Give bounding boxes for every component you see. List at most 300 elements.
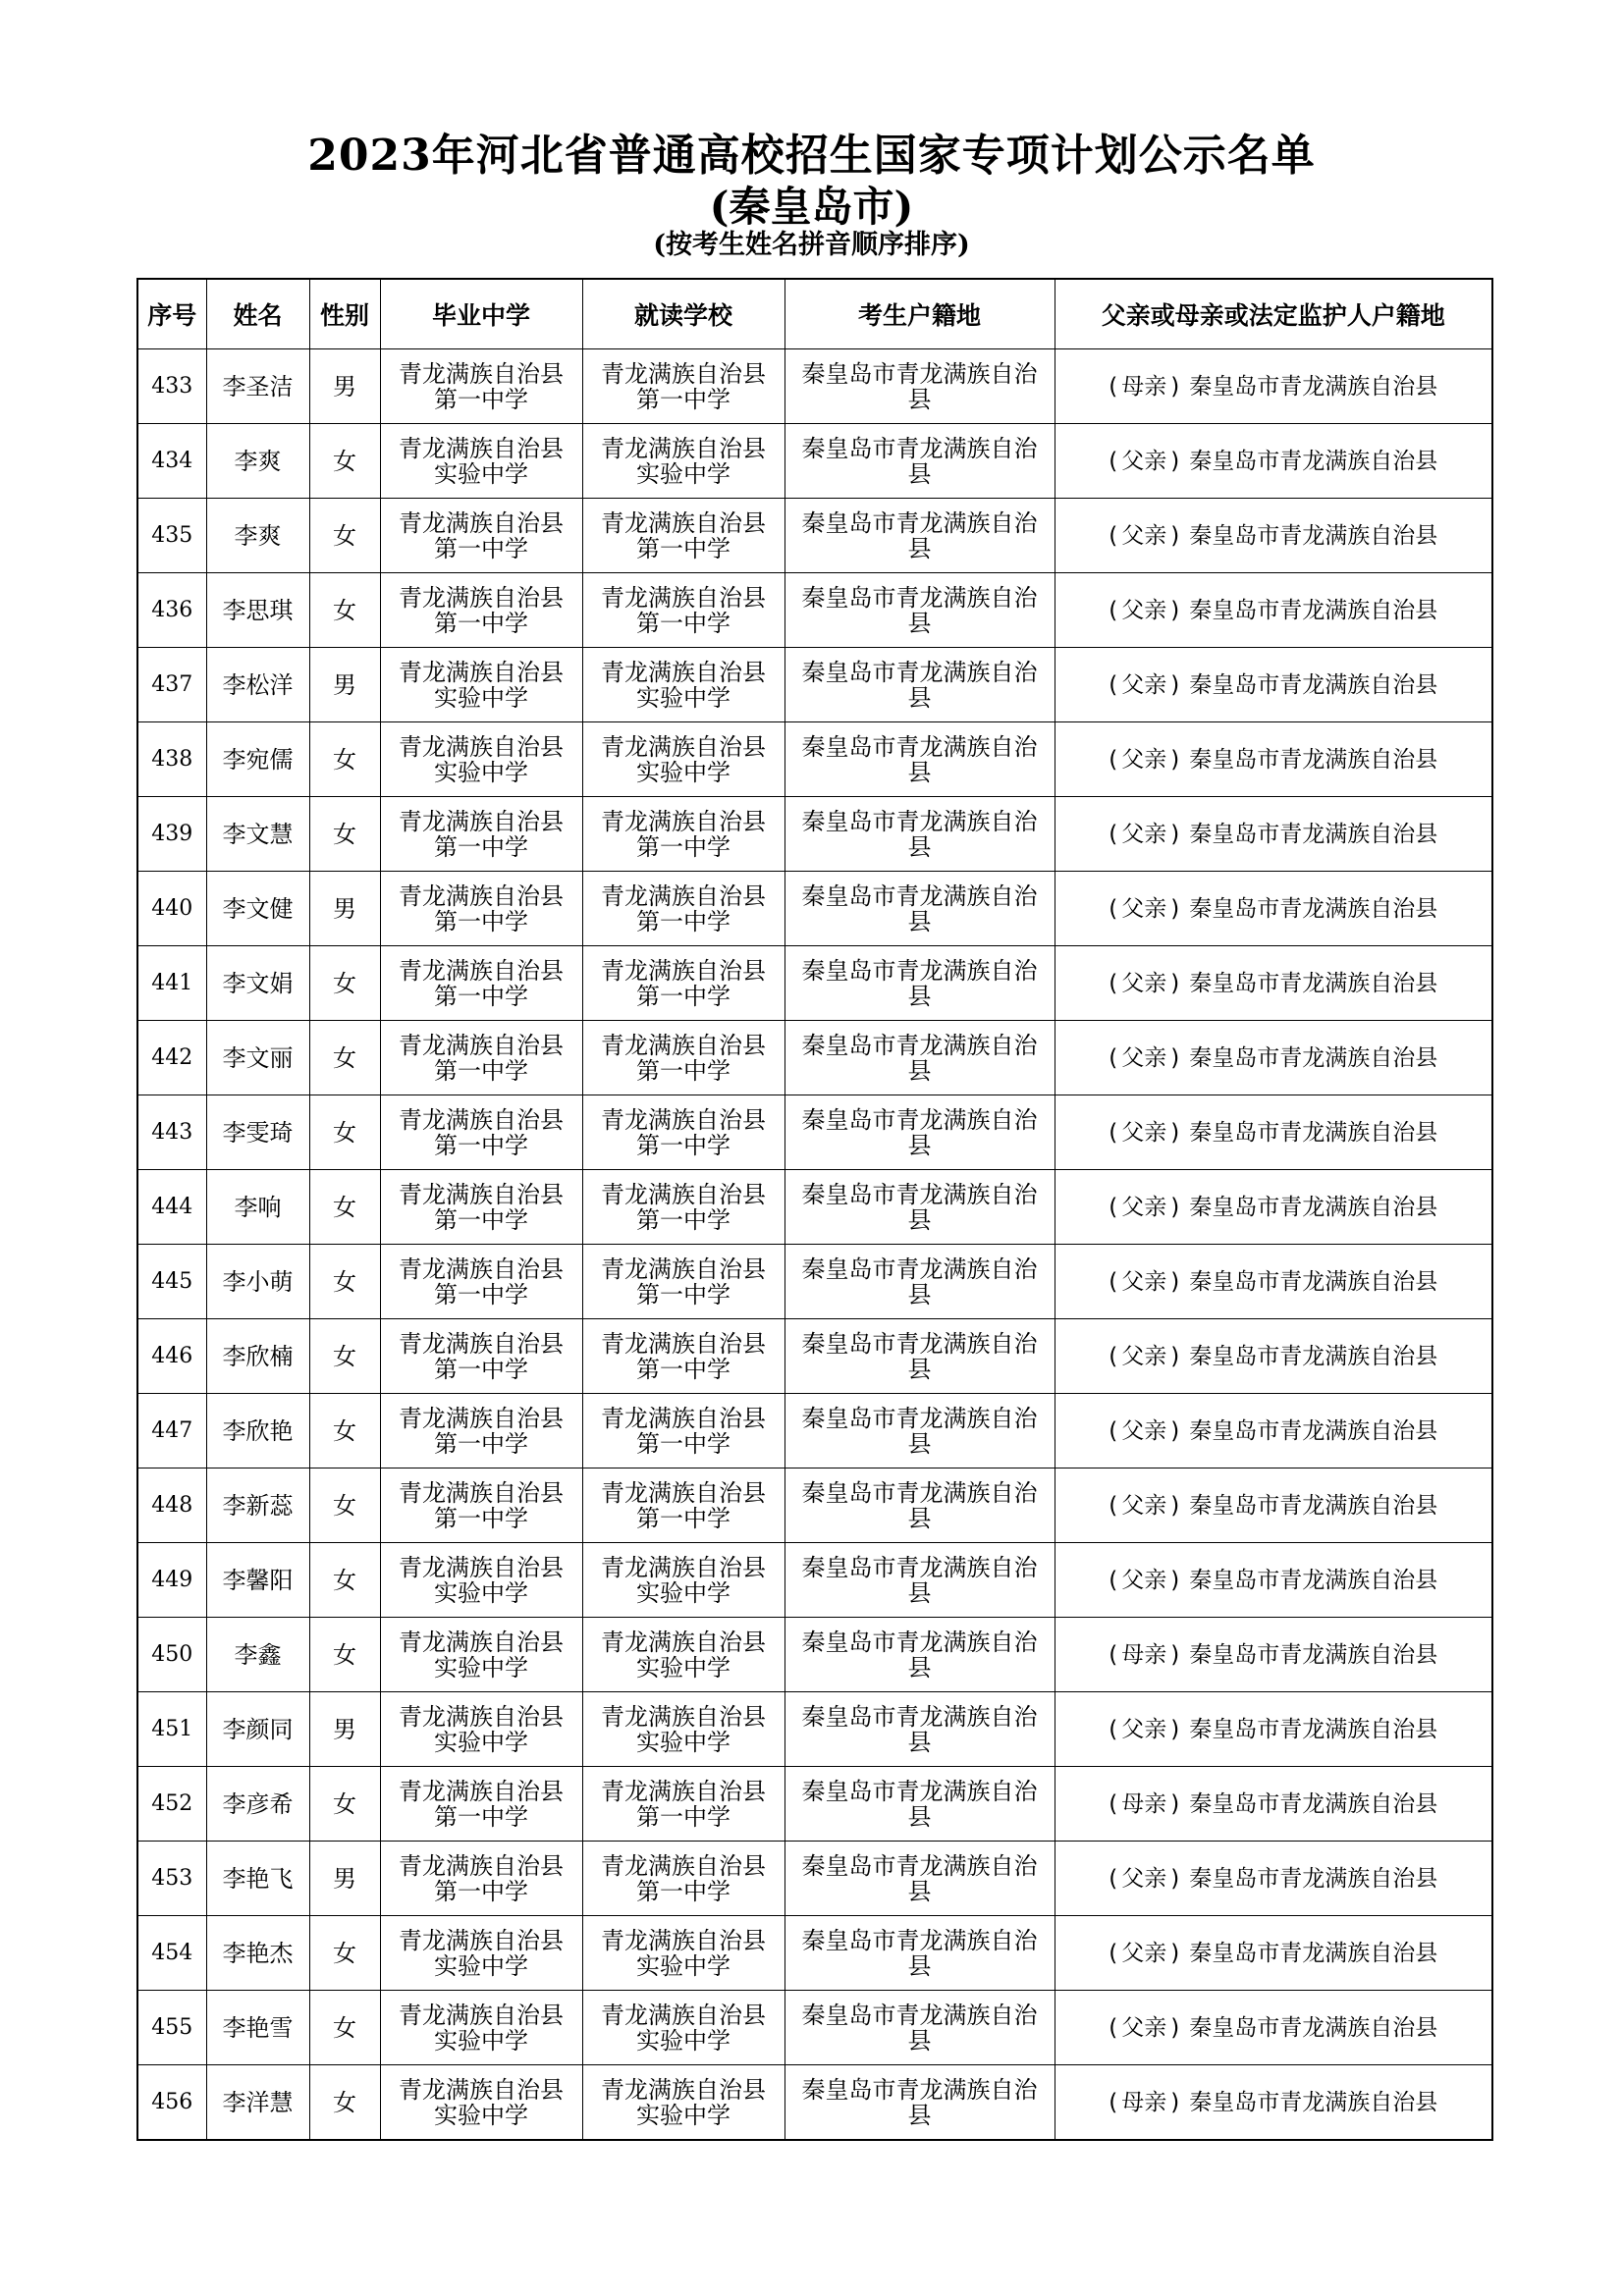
table-row bbox=[137, 1842, 1492, 1916]
serial-number-cell: 438 bbox=[137, 722, 206, 797]
paren-open: ( bbox=[1109, 1268, 1118, 1295]
table-row bbox=[137, 349, 1492, 424]
paren-open: ( bbox=[1109, 597, 1118, 623]
parent-hukou-cell bbox=[1055, 872, 1492, 946]
parent-relation: 父亲 bbox=[1121, 671, 1167, 698]
current-school-cell: 青龙满族自治县第一中学 bbox=[582, 1319, 784, 1394]
gender-cell: 女 bbox=[309, 1095, 380, 1170]
table-row bbox=[137, 1618, 1492, 1692]
gender-cell: 女 bbox=[309, 1319, 380, 1394]
gender-cell: 女 bbox=[309, 1991, 380, 2065]
page-title: 2023年河北省普通高校招生国家专项计划公示名单 bbox=[307, 131, 1316, 181]
grad-school-cell: 青龙满族自治县第一中学 bbox=[380, 1021, 582, 1095]
grad-school-cell: 青龙满族自治县第一中学 bbox=[380, 1767, 582, 1842]
paren-open: ( bbox=[1109, 671, 1118, 698]
name-cell: 李艳雪 bbox=[206, 1991, 309, 2065]
parent-hukou-cell bbox=[1055, 797, 1492, 872]
table-header-row bbox=[137, 279, 1492, 349]
serial-number-cell: 451 bbox=[137, 1692, 206, 1767]
parent-relation: 父亲 bbox=[1121, 1567, 1167, 1593]
current-school-cell: 青龙满族自治县第一中学 bbox=[582, 499, 784, 573]
parent-relation: 母亲 bbox=[1121, 1790, 1167, 1817]
parent-hukou-cell bbox=[1055, 1095, 1492, 1170]
current-school-cell: 青龙满族自治县第一中学 bbox=[582, 349, 784, 424]
parent-hukou-value: 秦皇岛市青龙满族自治县 bbox=[1189, 1567, 1438, 1593]
candidate-table bbox=[136, 278, 1493, 2141]
parent-hukou-value: 秦皇岛市青龙满族自治县 bbox=[1189, 1343, 1438, 1369]
grad-school-cell: 青龙满族自治县第一中学 bbox=[380, 1842, 582, 1916]
current-school-cell: 青龙满族自治县第一中学 bbox=[582, 1021, 784, 1095]
parent-hukou-cell bbox=[1055, 1916, 1492, 1991]
col-header-parent-hukou: 父亲或母亲或法定监护人户籍地 bbox=[1055, 279, 1492, 349]
parent-relation: 父亲 bbox=[1121, 1940, 1167, 1966]
grad-school-cell: 青龙满族自治县第一中学 bbox=[380, 1245, 582, 1319]
hukou-cell: 秦皇岛市青龙满族自治县 bbox=[784, 1170, 1055, 1245]
grad-school-cell: 青龙满族自治县第一中学 bbox=[380, 1170, 582, 1245]
parent-relation: 母亲 bbox=[1121, 373, 1167, 400]
table-row bbox=[137, 1021, 1492, 1095]
gender-cell: 男 bbox=[309, 349, 380, 424]
paren-open: ( bbox=[1109, 746, 1118, 773]
table-row bbox=[137, 648, 1492, 722]
name-cell: 李馨阳 bbox=[206, 1543, 309, 1618]
paren-open: ( bbox=[1109, 970, 1118, 996]
paren-close: ) bbox=[1170, 522, 1180, 549]
parent-hukou-cell bbox=[1055, 1767, 1492, 1842]
serial-number-cell: 443 bbox=[137, 1095, 206, 1170]
parent-hukou-value: 秦皇岛市青龙满族自治县 bbox=[1189, 597, 1438, 623]
table-row bbox=[137, 946, 1492, 1021]
parent-hukou-cell bbox=[1055, 1170, 1492, 1245]
name-cell: 李小萌 bbox=[206, 1245, 309, 1319]
paren-close: ) bbox=[1170, 448, 1180, 474]
parent-hukou-cell bbox=[1055, 1021, 1492, 1095]
current-school-cell: 青龙满族自治县实验中学 bbox=[582, 1692, 784, 1767]
serial-number-cell: 452 bbox=[137, 1767, 206, 1842]
name-cell: 李文慧 bbox=[206, 797, 309, 872]
parent-hukou-value: 秦皇岛市青龙满族自治县 bbox=[1189, 671, 1438, 698]
paren-open: ( bbox=[1109, 448, 1118, 474]
parent-relation: 父亲 bbox=[1121, 1492, 1167, 1519]
paren-close: ) bbox=[1170, 1194, 1180, 1220]
name-cell: 李欣楠 bbox=[206, 1319, 309, 1394]
gender-cell: 女 bbox=[309, 1543, 380, 1618]
table-row bbox=[137, 424, 1492, 499]
paren-close: ) bbox=[1170, 895, 1180, 922]
parent-hukou-value: 秦皇岛市青龙满族自治县 bbox=[1189, 1492, 1438, 1519]
parent-hukou-cell bbox=[1055, 349, 1492, 424]
grad-school-cell: 青龙满族自治县实验中学 bbox=[380, 2065, 582, 2141]
name-cell: 李响 bbox=[206, 1170, 309, 1245]
parent-hukou-cell bbox=[1055, 1842, 1492, 1916]
parent-relation: 父亲 bbox=[1121, 970, 1167, 996]
paren-open: ( bbox=[1109, 522, 1118, 549]
name-cell: 李文健 bbox=[206, 872, 309, 946]
paren-close: ) bbox=[1170, 1417, 1180, 1444]
paren-close: ) bbox=[1170, 373, 1180, 400]
table-row bbox=[137, 872, 1492, 946]
name-cell: 李松洋 bbox=[206, 648, 309, 722]
paren-open: ( bbox=[1109, 1343, 1118, 1369]
table-row bbox=[137, 1468, 1492, 1543]
name-cell: 李颜同 bbox=[206, 1692, 309, 1767]
current-school-cell: 青龙满族自治县第一中学 bbox=[582, 1842, 784, 1916]
parent-relation: 父亲 bbox=[1121, 1044, 1167, 1071]
grad-school-cell: 青龙满族自治县第一中学 bbox=[380, 797, 582, 872]
parent-hukou-cell bbox=[1055, 1245, 1492, 1319]
parent-hukou-value: 秦皇岛市青龙满族自治县 bbox=[1189, 746, 1438, 773]
table-row bbox=[137, 1767, 1492, 1842]
current-school-cell: 青龙满族自治县第一中学 bbox=[582, 1394, 784, 1468]
name-cell: 李新蕊 bbox=[206, 1468, 309, 1543]
grad-school-cell: 青龙满族自治县第一中学 bbox=[380, 1095, 582, 1170]
hukou-cell: 秦皇岛市青龙满族自治县 bbox=[784, 1245, 1055, 1319]
paren-open: ( bbox=[1109, 1044, 1118, 1071]
parent-relation: 母亲 bbox=[1121, 2089, 1167, 2115]
paren-open: ( bbox=[1109, 1417, 1118, 1444]
paren-open: ( bbox=[1109, 1865, 1118, 1892]
paren-close: ) bbox=[1170, 1716, 1180, 1742]
grad-school-cell: 青龙满族自治县实验中学 bbox=[380, 648, 582, 722]
parent-relation: 父亲 bbox=[1121, 895, 1167, 922]
current-school-cell: 青龙满族自治县实验中学 bbox=[582, 722, 784, 797]
col-header-grad-school: 毕业中学 bbox=[380, 279, 582, 349]
grad-school-cell: 青龙满族自治县第一中学 bbox=[380, 1319, 582, 1394]
paren-open: ( bbox=[1109, 821, 1118, 847]
serial-number-cell: 433 bbox=[137, 349, 206, 424]
hukou-cell: 秦皇岛市青龙满族自治县 bbox=[784, 1916, 1055, 1991]
gender-cell: 女 bbox=[309, 1468, 380, 1543]
gender-cell: 女 bbox=[309, 1767, 380, 1842]
table-row bbox=[137, 499, 1492, 573]
current-school-cell: 青龙满族自治县第一中学 bbox=[582, 573, 784, 648]
table-row bbox=[137, 1245, 1492, 1319]
gender-cell: 女 bbox=[309, 722, 380, 797]
serial-number-cell: 454 bbox=[137, 1916, 206, 1991]
hukou-cell: 秦皇岛市青龙满族自治县 bbox=[784, 1468, 1055, 1543]
paren-close: ) bbox=[1170, 1567, 1180, 1593]
serial-number-cell: 439 bbox=[137, 797, 206, 872]
hukou-cell: 秦皇岛市青龙满族自治县 bbox=[784, 1842, 1055, 1916]
serial-number-cell: 441 bbox=[137, 946, 206, 1021]
name-cell: 李雯琦 bbox=[206, 1095, 309, 1170]
parent-relation: 父亲 bbox=[1121, 1194, 1167, 1220]
name-cell: 李艳飞 bbox=[206, 1842, 309, 1916]
paren-close: ) bbox=[1170, 1940, 1180, 1966]
current-school-cell: 青龙满族自治县第一中学 bbox=[582, 872, 784, 946]
serial-number-cell: 442 bbox=[137, 1021, 206, 1095]
gender-cell: 男 bbox=[309, 1692, 380, 1767]
parent-hukou-value: 秦皇岛市青龙满族自治县 bbox=[1189, 1194, 1438, 1220]
paren-open: ( bbox=[1109, 1790, 1118, 1817]
parent-hukou-cell bbox=[1055, 1319, 1492, 1394]
serial-number-cell: 440 bbox=[137, 872, 206, 946]
table-row bbox=[137, 1991, 1492, 2065]
hukou-cell: 秦皇岛市青龙满族自治县 bbox=[784, 1991, 1055, 2065]
serial-number-cell: 436 bbox=[137, 573, 206, 648]
parent-relation: 父亲 bbox=[1121, 821, 1167, 847]
grad-school-cell: 青龙满族自治县实验中学 bbox=[380, 1991, 582, 2065]
gender-cell: 女 bbox=[309, 1618, 380, 1692]
paren-close: ) bbox=[1170, 1641, 1180, 1668]
parent-hukou-value: 秦皇岛市青龙满族自治县 bbox=[1189, 2014, 1438, 2041]
parent-hukou-value: 秦皇岛市青龙满族自治县 bbox=[1189, 2089, 1438, 2115]
hukou-cell: 秦皇岛市青龙满族自治县 bbox=[784, 872, 1055, 946]
serial-number-cell: 444 bbox=[137, 1170, 206, 1245]
parent-hukou-cell bbox=[1055, 424, 1492, 499]
name-cell: 李宛儒 bbox=[206, 722, 309, 797]
paren-open: ( bbox=[1109, 2014, 1118, 2041]
serial-number-cell: 450 bbox=[137, 1618, 206, 1692]
hukou-cell: 秦皇岛市青龙满族自治县 bbox=[784, 1319, 1055, 1394]
current-school-cell: 青龙满族自治县第一中学 bbox=[582, 946, 784, 1021]
col-header-current-school: 就读学校 bbox=[582, 279, 784, 349]
gender-cell: 男 bbox=[309, 648, 380, 722]
gender-cell: 女 bbox=[309, 2065, 380, 2141]
col-header-no: 序号 bbox=[137, 279, 206, 349]
paren-open: ( bbox=[1109, 1119, 1118, 1146]
hukou-cell: 秦皇岛市青龙满族自治县 bbox=[784, 499, 1055, 573]
parent-hukou-cell bbox=[1055, 946, 1492, 1021]
name-cell: 李艳杰 bbox=[206, 1916, 309, 1991]
table-row bbox=[137, 722, 1492, 797]
parent-hukou-value: 秦皇岛市青龙满族自治县 bbox=[1189, 1940, 1438, 1966]
parent-hukou-cell bbox=[1055, 1991, 1492, 2065]
paren-close: ) bbox=[1170, 1343, 1180, 1369]
parent-hukou-value: 秦皇岛市青龙满族自治县 bbox=[1189, 1119, 1438, 1146]
gender-cell: 女 bbox=[309, 946, 380, 1021]
gender-cell: 男 bbox=[309, 1842, 380, 1916]
parent-hukou-value: 秦皇岛市青龙满族自治县 bbox=[1189, 1641, 1438, 1668]
page-subtitle: (秦皇岛市) bbox=[709, 183, 914, 231]
parent-relation: 父亲 bbox=[1121, 1268, 1167, 1295]
parent-relation: 父亲 bbox=[1121, 597, 1167, 623]
paren-close: ) bbox=[1170, 970, 1180, 996]
grad-school-cell: 青龙满族自治县第一中学 bbox=[380, 1394, 582, 1468]
parent-relation: 父亲 bbox=[1121, 522, 1167, 549]
grad-school-cell: 青龙满族自治县第一中学 bbox=[380, 573, 582, 648]
parent-hukou-cell bbox=[1055, 1692, 1492, 1767]
gender-cell: 女 bbox=[309, 1916, 380, 1991]
grad-school-cell: 青龙满族自治县实验中学 bbox=[380, 722, 582, 797]
serial-number-cell: 453 bbox=[137, 1842, 206, 1916]
current-school-cell: 青龙满族自治县第一中学 bbox=[582, 797, 784, 872]
parent-hukou-value: 秦皇岛市青龙满族自治县 bbox=[1189, 448, 1438, 474]
hukou-cell: 秦皇岛市青龙满族自治县 bbox=[784, 722, 1055, 797]
parent-relation: 父亲 bbox=[1121, 1716, 1167, 1742]
table-row bbox=[137, 1916, 1492, 1991]
parent-hukou-cell bbox=[1055, 648, 1492, 722]
paren-open: ( bbox=[1109, 895, 1118, 922]
gender-cell: 女 bbox=[309, 499, 380, 573]
parent-hukou-value: 秦皇岛市青龙满族自治县 bbox=[1189, 1268, 1438, 1295]
parent-hukou-value: 秦皇岛市青龙满族自治县 bbox=[1189, 1417, 1438, 1444]
col-header-hukou: 考生户籍地 bbox=[784, 279, 1055, 349]
paren-close: ) bbox=[1170, 2089, 1180, 2115]
gender-cell: 女 bbox=[309, 1021, 380, 1095]
parent-relation: 母亲 bbox=[1121, 1641, 1167, 1668]
hukou-cell: 秦皇岛市青龙满族自治县 bbox=[784, 2065, 1055, 2141]
hukou-cell: 秦皇岛市青龙满族自治县 bbox=[784, 1692, 1055, 1767]
hukou-cell: 秦皇岛市青龙满族自治县 bbox=[784, 573, 1055, 648]
gender-cell: 女 bbox=[309, 797, 380, 872]
grad-school-cell: 青龙满族自治县第一中学 bbox=[380, 1468, 582, 1543]
serial-number-cell: 447 bbox=[137, 1394, 206, 1468]
hukou-cell: 秦皇岛市青龙满族自治县 bbox=[784, 1543, 1055, 1618]
grad-school-cell: 青龙满族自治县实验中学 bbox=[380, 1618, 582, 1692]
table-row bbox=[137, 1170, 1492, 1245]
parent-hukou-value: 秦皇岛市青龙满族自治县 bbox=[1189, 1865, 1438, 1892]
parent-relation: 父亲 bbox=[1121, 448, 1167, 474]
grad-school-cell: 青龙满族自治县实验中学 bbox=[380, 1543, 582, 1618]
hukou-cell: 秦皇岛市青龙满族自治县 bbox=[784, 1767, 1055, 1842]
hukou-cell: 秦皇岛市青龙满族自治县 bbox=[784, 1618, 1055, 1692]
parent-relation: 父亲 bbox=[1121, 746, 1167, 773]
parent-relation: 父亲 bbox=[1121, 1865, 1167, 1892]
name-cell: 李彦希 bbox=[206, 1767, 309, 1842]
paren-close: ) bbox=[1170, 671, 1180, 698]
table-row bbox=[137, 1692, 1492, 1767]
current-school-cell: 青龙满族自治县第一中学 bbox=[582, 1245, 784, 1319]
paren-close: ) bbox=[1170, 1044, 1180, 1071]
grad-school-cell: 青龙满族自治县实验中学 bbox=[380, 1916, 582, 1991]
paren-close: ) bbox=[1170, 1268, 1180, 1295]
paren-open: ( bbox=[1109, 1940, 1118, 1966]
hukou-cell: 秦皇岛市青龙满族自治县 bbox=[784, 648, 1055, 722]
paren-close: ) bbox=[1170, 821, 1180, 847]
gender-cell: 男 bbox=[309, 872, 380, 946]
table-row bbox=[137, 1543, 1492, 1618]
gender-cell: 女 bbox=[309, 1394, 380, 1468]
parent-hukou-cell bbox=[1055, 1618, 1492, 1692]
table-row bbox=[137, 573, 1492, 648]
current-school-cell: 青龙满族自治县实验中学 bbox=[582, 648, 784, 722]
paren-close: ) bbox=[1170, 1865, 1180, 1892]
table-row bbox=[137, 1095, 1492, 1170]
hukou-cell: 秦皇岛市青龙满族自治县 bbox=[784, 797, 1055, 872]
parent-hukou-value: 秦皇岛市青龙满族自治县 bbox=[1189, 373, 1438, 400]
current-school-cell: 青龙满族自治县实验中学 bbox=[582, 1543, 784, 1618]
gender-cell: 女 bbox=[309, 1170, 380, 1245]
table-body bbox=[137, 349, 1492, 2141]
parent-hukou-value: 秦皇岛市青龙满族自治县 bbox=[1189, 970, 1438, 996]
paren-close: ) bbox=[1170, 746, 1180, 773]
grad-school-cell: 青龙满族自治县实验中学 bbox=[380, 1692, 582, 1767]
current-school-cell: 青龙满族自治县第一中学 bbox=[582, 1468, 784, 1543]
hukou-cell: 秦皇岛市青龙满族自治县 bbox=[784, 349, 1055, 424]
serial-number-cell: 445 bbox=[137, 1245, 206, 1319]
parent-hukou-value: 秦皇岛市青龙满族自治县 bbox=[1189, 522, 1438, 549]
table-row bbox=[137, 2065, 1492, 2141]
paren-open: ( bbox=[1109, 1567, 1118, 1593]
name-cell: 李文丽 bbox=[206, 1021, 309, 1095]
grad-school-cell: 青龙满族自治县实验中学 bbox=[380, 424, 582, 499]
paren-open: ( bbox=[1109, 2089, 1118, 2115]
paren-close: ) bbox=[1170, 1119, 1180, 1146]
parent-relation: 父亲 bbox=[1121, 1343, 1167, 1369]
paren-open: ( bbox=[1109, 1641, 1118, 1668]
hukou-cell: 秦皇岛市青龙满族自治县 bbox=[784, 1095, 1055, 1170]
serial-number-cell: 449 bbox=[137, 1543, 206, 1618]
serial-number-cell: 455 bbox=[137, 1991, 206, 2065]
grad-school-cell: 青龙满族自治县第一中学 bbox=[380, 872, 582, 946]
table-row bbox=[137, 1319, 1492, 1394]
serial-number-cell: 435 bbox=[137, 499, 206, 573]
hukou-cell: 秦皇岛市青龙满族自治县 bbox=[784, 946, 1055, 1021]
serial-number-cell: 456 bbox=[137, 2065, 206, 2141]
parent-hukou-cell bbox=[1055, 722, 1492, 797]
parent-hukou-cell bbox=[1055, 2065, 1492, 2141]
parent-hukou-value: 秦皇岛市青龙满族自治县 bbox=[1189, 1790, 1438, 1817]
parent-relation: 父亲 bbox=[1121, 1119, 1167, 1146]
current-school-cell: 青龙满族自治县实验中学 bbox=[582, 1916, 784, 1991]
current-school-cell: 青龙满族自治县实验中学 bbox=[582, 1991, 784, 2065]
grad-school-cell: 青龙满族自治县第一中学 bbox=[380, 349, 582, 424]
hukou-cell: 秦皇岛市青龙满族自治县 bbox=[784, 1021, 1055, 1095]
parent-hukou-cell bbox=[1055, 573, 1492, 648]
current-school-cell: 青龙满族自治县第一中学 bbox=[582, 1767, 784, 1842]
grad-school-cell: 青龙满族自治县第一中学 bbox=[380, 499, 582, 573]
current-school-cell: 青龙满族自治县实验中学 bbox=[582, 1618, 784, 1692]
serial-number-cell: 448 bbox=[137, 1468, 206, 1543]
parent-hukou-cell bbox=[1055, 1468, 1492, 1543]
table-row bbox=[137, 1394, 1492, 1468]
gender-cell: 女 bbox=[309, 573, 380, 648]
parent-relation: 父亲 bbox=[1121, 2014, 1167, 2041]
paren-close: ) bbox=[1170, 1492, 1180, 1519]
paren-open: ( bbox=[1109, 1492, 1118, 1519]
parent-hukou-value: 秦皇岛市青龙满族自治县 bbox=[1189, 821, 1438, 847]
parent-hukou-cell bbox=[1055, 1394, 1492, 1468]
name-cell: 李鑫 bbox=[206, 1618, 309, 1692]
parent-hukou-cell bbox=[1055, 1543, 1492, 1618]
name-cell: 李思琪 bbox=[206, 573, 309, 648]
name-cell: 李洋慧 bbox=[206, 2065, 309, 2141]
hukou-cell: 秦皇岛市青龙满族自治县 bbox=[784, 1394, 1055, 1468]
name-cell: 李圣洁 bbox=[206, 349, 309, 424]
name-cell: 李爽 bbox=[206, 499, 309, 573]
serial-number-cell: 434 bbox=[137, 424, 206, 499]
paren-close: ) bbox=[1170, 2014, 1180, 2041]
current-school-cell: 青龙满族自治县实验中学 bbox=[582, 2065, 784, 2141]
name-cell: 李爽 bbox=[206, 424, 309, 499]
serial-number-cell: 446 bbox=[137, 1319, 206, 1394]
paren-close: ) bbox=[1170, 597, 1180, 623]
current-school-cell: 青龙满族自治县第一中学 bbox=[582, 1095, 784, 1170]
parent-hukou-value: 秦皇岛市青龙满族自治县 bbox=[1189, 1716, 1438, 1742]
col-header-gender: 性别 bbox=[309, 279, 380, 349]
parent-hukou-value: 秦皇岛市青龙满族自治县 bbox=[1189, 1044, 1438, 1071]
sort-note: (按考生姓名拼音顺序排序) bbox=[653, 230, 970, 260]
serial-number-cell: 437 bbox=[137, 648, 206, 722]
parent-hukou-cell bbox=[1055, 499, 1492, 573]
name-cell: 李文娟 bbox=[206, 946, 309, 1021]
parent-relation: 父亲 bbox=[1121, 1417, 1167, 1444]
parent-hukou-value: 秦皇岛市青龙满族自治县 bbox=[1189, 895, 1438, 922]
hukou-cell: 秦皇岛市青龙满族自治县 bbox=[784, 424, 1055, 499]
table-row bbox=[137, 797, 1492, 872]
name-cell: 李欣艳 bbox=[206, 1394, 309, 1468]
paren-open: ( bbox=[1109, 1716, 1118, 1742]
col-header-name: 姓名 bbox=[206, 279, 309, 349]
gender-cell: 女 bbox=[309, 424, 380, 499]
paren-close: ) bbox=[1170, 1790, 1180, 1817]
current-school-cell: 青龙满族自治县实验中学 bbox=[582, 424, 784, 499]
gender-cell: 女 bbox=[309, 1245, 380, 1319]
grad-school-cell: 青龙满族自治县第一中学 bbox=[380, 946, 582, 1021]
paren-open: ( bbox=[1109, 373, 1118, 400]
paren-open: ( bbox=[1109, 1194, 1118, 1220]
